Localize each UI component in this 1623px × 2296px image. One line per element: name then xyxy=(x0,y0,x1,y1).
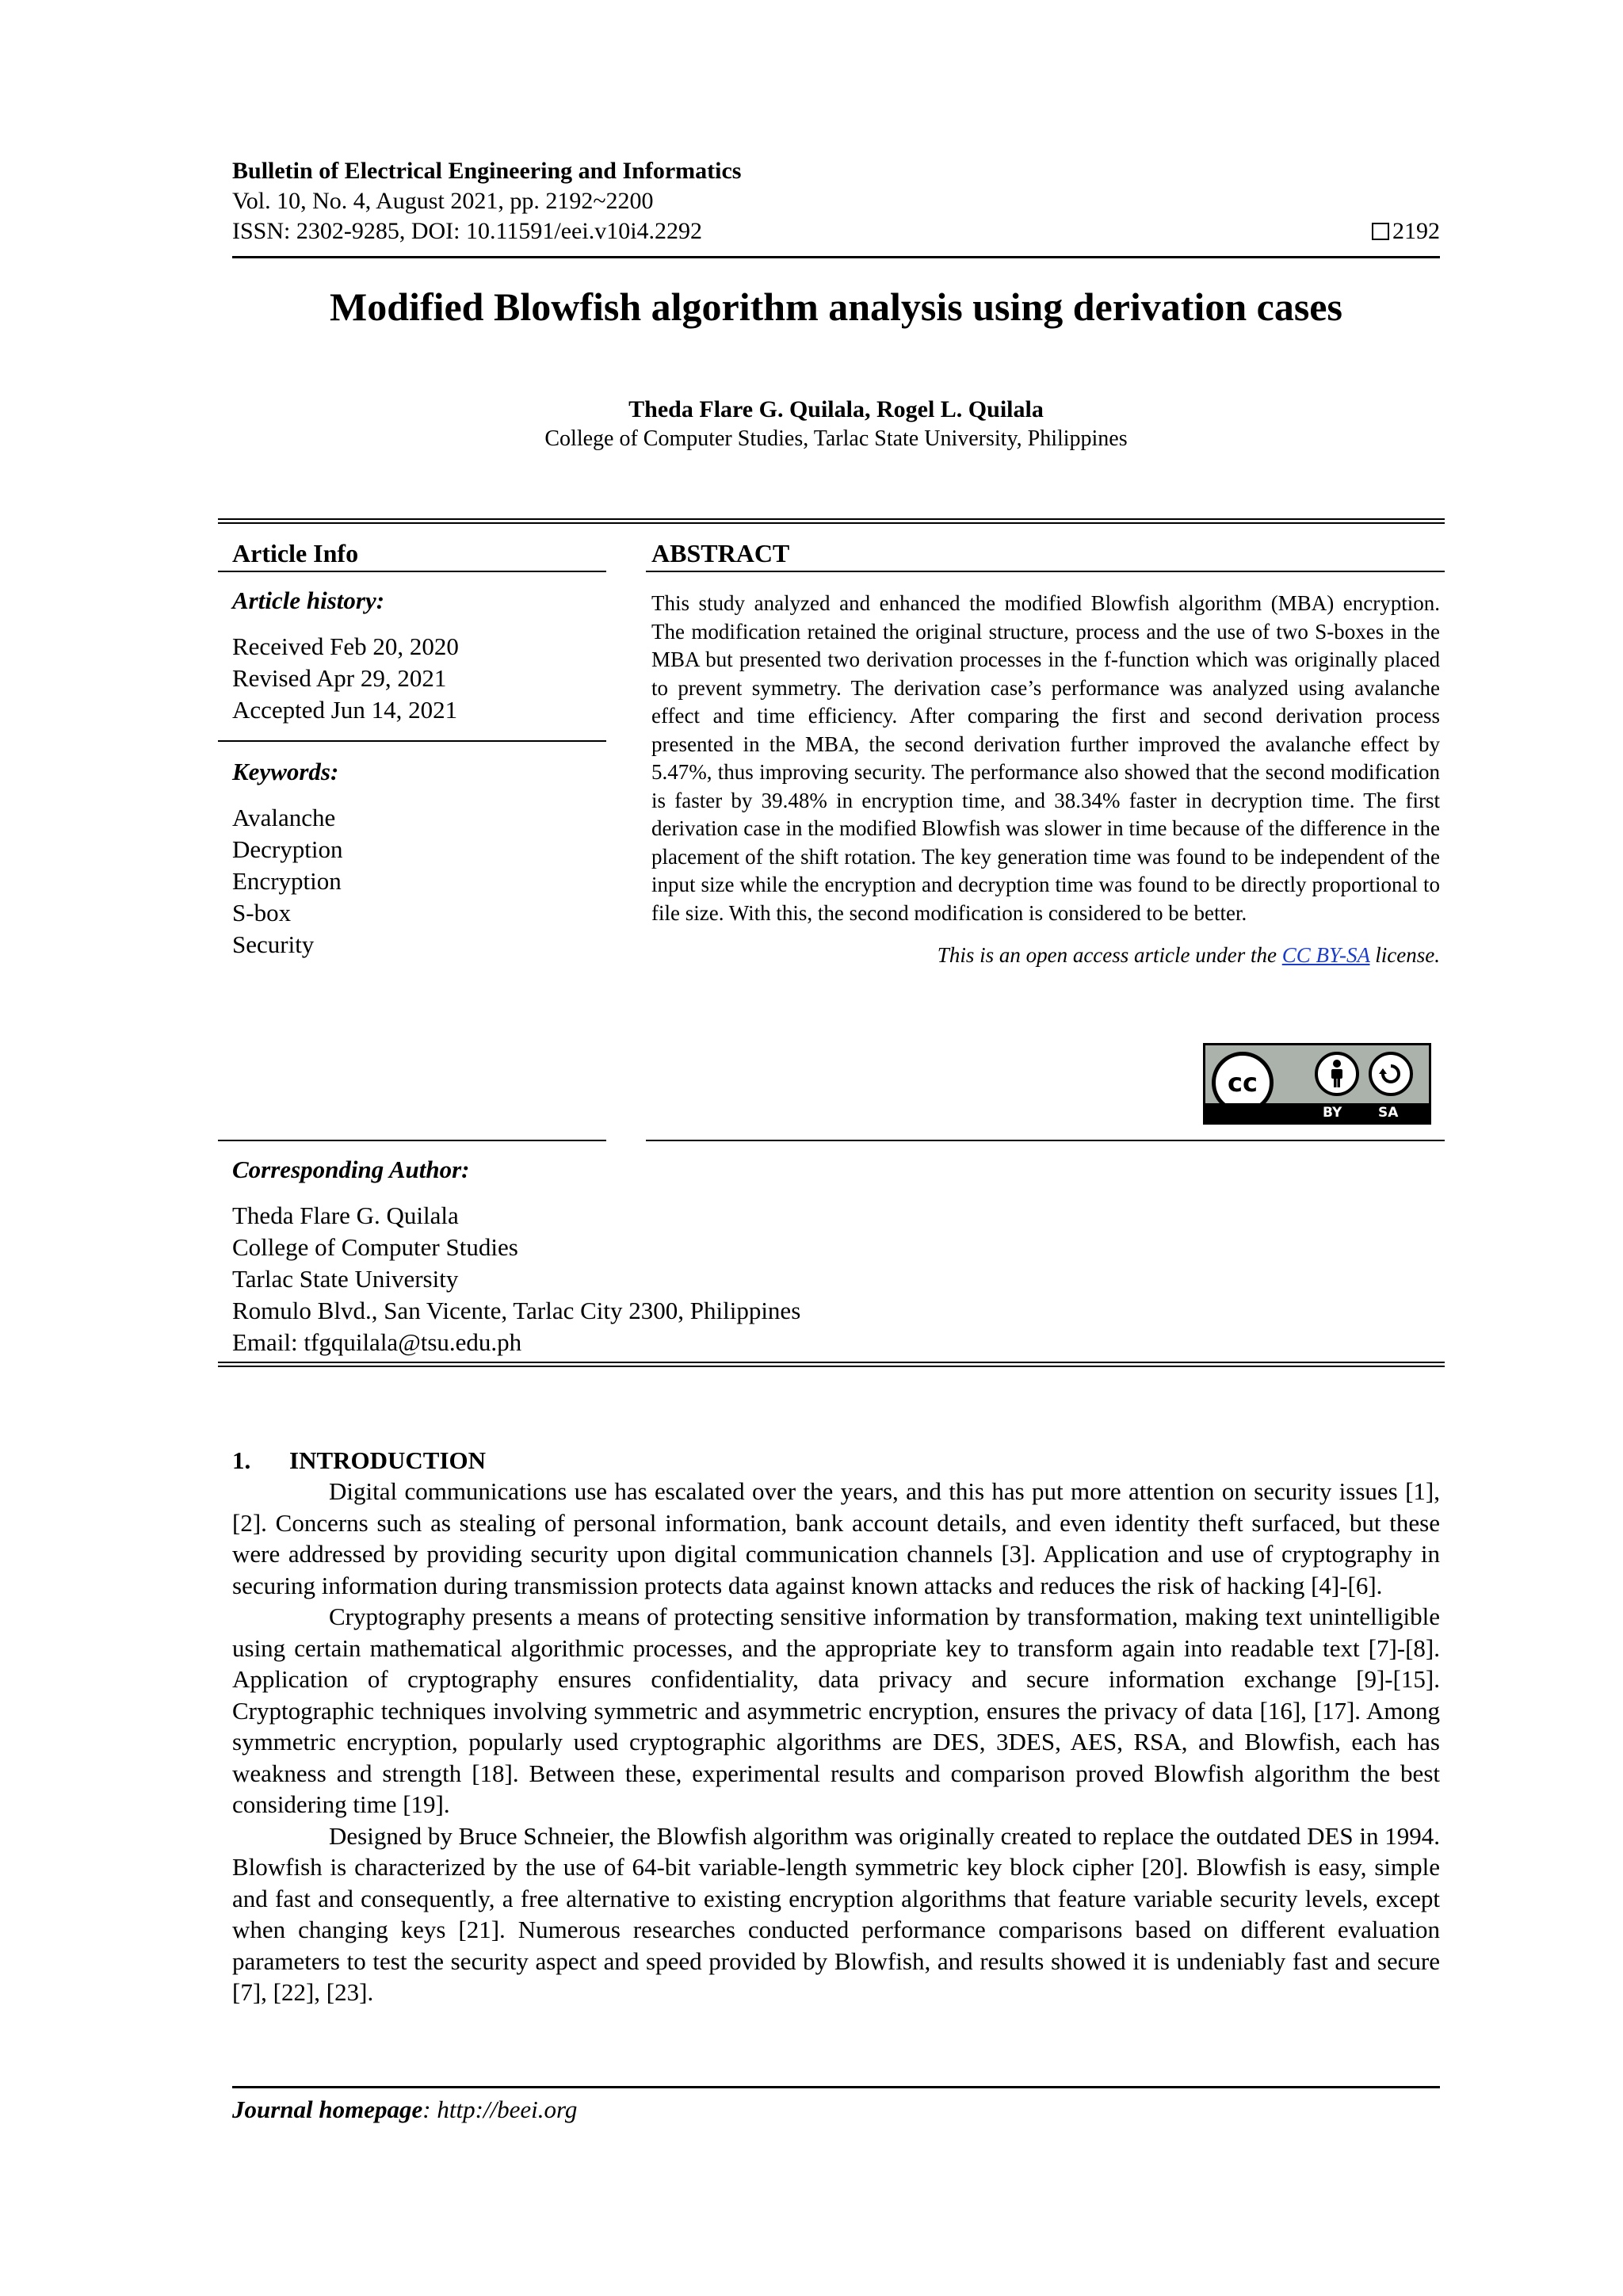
journal-header xyxy=(232,156,1440,246)
footer-rule xyxy=(232,2086,1440,2088)
corresponding-author xyxy=(218,1154,1445,1358)
section-title: INTRODUCTION xyxy=(289,1446,487,1474)
corresponding-heading: Corresponding Author: xyxy=(232,1156,470,1183)
cc-by-sa-link[interactable]: CC BY-SA xyxy=(1281,943,1370,967)
article-info xyxy=(218,537,606,961)
page-box-icon xyxy=(1372,223,1389,240)
keyword-item: Encryption xyxy=(232,867,342,895)
intro-paragraph: Designed by Bruce Schneier, the Blowfish algorithm was originally created to replace the outdated DES in 1994. Blowfish is characterized by the use of 64-bit variable-length symmetric key block cipher [20]. Blowfish is easy, simple and fast and consequently, a free alternative to existing encryption algorithms that feature variable security levels, except when changing keys [21]. Numerous researches conducted performance comparisons based on different evaluation parameters to test the security aspect and speed provided by Blowfish, and results showed it is undeniably fast and secure [7], [22], [23]. xyxy=(232,1821,1440,2006)
cc-icon: cc xyxy=(1212,1052,1274,1114)
abstract-section xyxy=(646,537,1445,969)
paper-title: Modified Blowfish algorithm analysis using derivation cases xyxy=(330,285,1342,329)
journal-volume: Vol. 10, No. 4, August 2021, pp. 2192~2200 xyxy=(232,188,654,214)
left-col-bottom-rule xyxy=(218,1140,606,1141)
revised-date: Revised Apr 29, 2021 xyxy=(232,664,447,692)
affiliation: College of Computer Studies, Tarlac State University, Philippines xyxy=(544,426,1128,451)
right-col-bottom-rule xyxy=(646,1140,1445,1141)
license-line xyxy=(646,942,1445,969)
keywords-heading: Keywords: xyxy=(232,758,339,785)
share-alike-icon xyxy=(1369,1052,1413,1096)
license-prefix: This is an open access article under the xyxy=(937,943,1282,967)
abstract-text: This study analyzed and enhanced the modified Blowfish algorithm (MBA) encryption. The modification retained the original structure, process and the use of two S-boxes in the MBA but presented two derivation processes in the f-function which was originally placed to prevent symmetry. The derivation case’s performance was analyzed using avalanche effect and time efficiency. After comparing the first and second derivation process presented in the MBA, the second derivation further improved the avalanche effect by 5.47%, thus improving security. The performance also showed that the second modification is faster by 39.48% in encryption time, and 38.34% faster in decryption time. The first derivation case in the modified Blowfish was slower in time because of the difference in the placement of the shift rotation. The key generation time was found to be independent of the input size while the encryption and decryption time was found to be directly proportional to file size. With this, the second modification is considered to be better. xyxy=(651,591,1440,925)
abstract-rule xyxy=(646,571,1445,572)
accepted-date: Accepted Jun 14, 2021 xyxy=(232,696,458,724)
person-icon xyxy=(1315,1052,1359,1096)
article-info-heading: Article Info xyxy=(232,539,359,567)
section-number: 1. xyxy=(232,1446,251,1474)
corresponding-line: College of Computer Studies xyxy=(232,1233,518,1261)
keyword-item: Avalanche xyxy=(232,804,336,831)
introduction-heading xyxy=(232,1446,1440,1476)
footer-label: Journal homepage xyxy=(232,2095,423,2123)
keyword-item: Security xyxy=(232,930,315,958)
authors: Theda Flare G. Quilala, Rogel L. Quilala xyxy=(628,396,1044,422)
keyword-item: S-box xyxy=(232,899,292,926)
corresponding-line: Tarlac State University xyxy=(232,1265,459,1293)
keyword-item: Decryption xyxy=(232,835,343,863)
history-heading: Article history: xyxy=(232,586,385,614)
bottom-double-rule xyxy=(218,1362,1445,1367)
journal-name: Bulletin of Electrical Engineering and Informatics xyxy=(232,158,742,184)
received-date: Received Feb 20, 2020 xyxy=(232,632,459,660)
top-double-rule xyxy=(218,518,1445,524)
journal-issn: ISSN: 2302-9285, DOI: 10.11591/eei.v10i4.2292 xyxy=(232,218,703,244)
footer xyxy=(232,2094,577,2126)
cc-by-sa-badge[interactable] xyxy=(1203,1043,1431,1125)
corresponding-email: Email: tfgquilala@tsu.edu.ph xyxy=(232,1328,522,1356)
page-number-text: 2192 xyxy=(1392,218,1440,244)
corresponding-line: Romulo Blvd., San Vicente, Tarlac City 2300, Philippines xyxy=(232,1297,801,1324)
abstract-heading: ABSTRACT xyxy=(651,539,790,567)
intro-paragraph: Digital communications use has escalated over the years, and this has put more attention on security issues [1], [2]. Concerns such as stealing of personal information, bank account details, and even identity theft surfaced, but these were addressed by providing security upon digital communication channels [3]. Application and use of cryptography in securing information during transmission protects data against known attacks and reduces the risk of hacking [4]-[6]. xyxy=(232,1477,1440,1599)
journal-homepage-link[interactable]: http://beei.org xyxy=(437,2095,578,2123)
keywords-rule xyxy=(218,740,606,742)
introduction-section xyxy=(232,1446,1440,2008)
footer-separator: : xyxy=(422,2095,437,2123)
header-rule xyxy=(232,256,1440,258)
license-suffix: license. xyxy=(1369,943,1440,967)
intro-paragraph: Cryptography presents a means of protecting sensitive information by transformation, making text unintelligible using certain mathematical algorithmic processes, and the appropriate key to transform again into readable text [7]-[8]. Application of cryptography ensures confidentiality, data privacy and secure information exchange [9]-[15]. Cryptographic techniques involving symmetric and asymmetric encryption, ensures the privacy of data [16], [17]. Among symmetric encryption, popularly used cryptographic algorithms are DES, 3DES, AES, RSA, and Blowfish, each has weakness and strength [18]. Between these, experimental results and comparison proved Blowfish algorithm the best considering time [19]. xyxy=(232,1603,1440,1818)
page-number xyxy=(1372,218,1440,245)
article-info-rule xyxy=(218,571,606,572)
badge-sa-label: SA xyxy=(1378,1105,1399,1121)
corresponding-line: Theda Flare G. Quilala xyxy=(232,1201,459,1229)
badge-by-label: BY xyxy=(1323,1105,1342,1121)
